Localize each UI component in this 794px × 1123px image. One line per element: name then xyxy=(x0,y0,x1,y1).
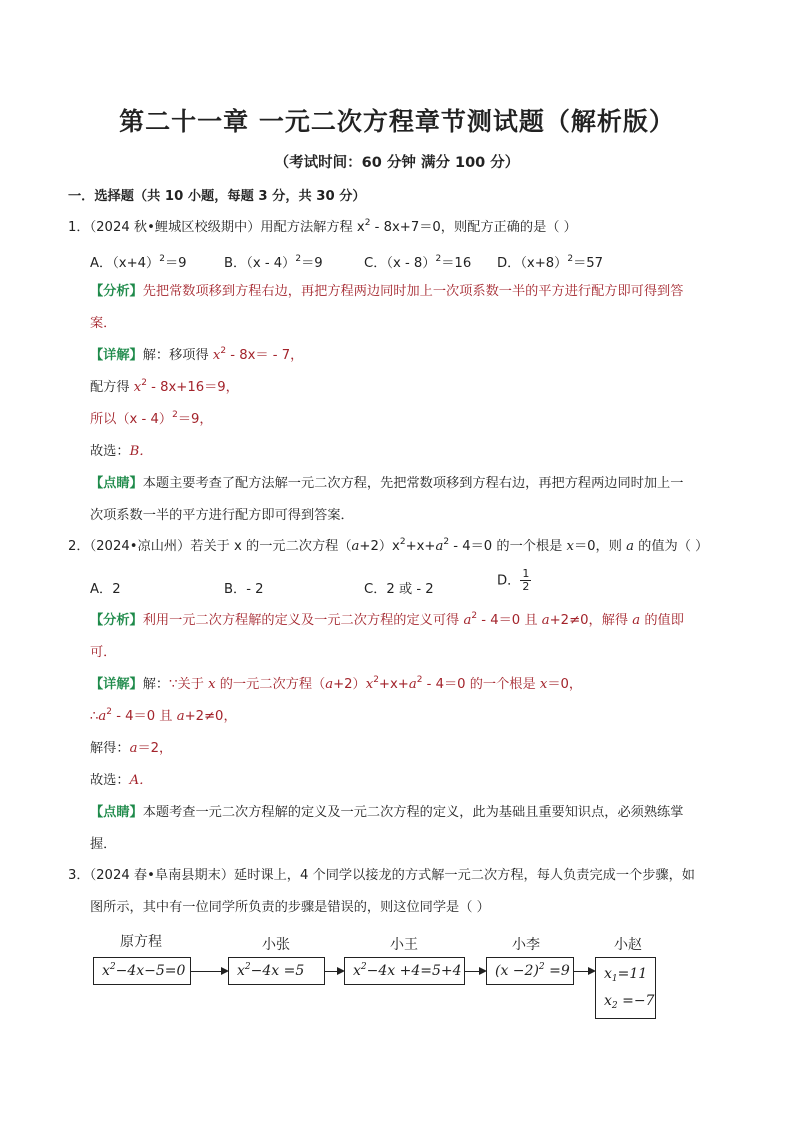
q2-comment-cont: 握． xyxy=(90,837,117,852)
q2-detail-2: $\therefore a^2 - 4=0$ 且 a+2≠0， xyxy=(90,707,237,724)
label-original-equation: 原方程 xyxy=(120,934,162,950)
detail-tag: 【详解】 xyxy=(90,348,143,363)
q1-stem: 1．（2024 秋•鲤城区校级期中）用配方法解方程 $x^2 - 8x+7=0$，则配方正确的是（ ） xyxy=(68,218,577,235)
q2-option-a: A．2 xyxy=(90,582,121,597)
root-2: $x_2 =-7$ xyxy=(604,993,655,1011)
arrow-right xyxy=(325,971,343,972)
analysis-tag: 【分析】 xyxy=(90,284,143,299)
q1-option-b: B．（x - 4）$^2$＝9 xyxy=(224,254,323,271)
q2-analysis: 【分析】利用一元二次方程解的定义及一元二次方程的定义可得 $a^2 - 4=0$ 且 a+2≠0，解得 a 的值即 xyxy=(90,611,684,628)
detail-tag: 【详解】 xyxy=(90,677,143,692)
label-student-zhao: 小赵 xyxy=(614,937,642,953)
q1-comment-cont: 次项系数一半的平方进行配方即可得到答案． xyxy=(90,508,354,523)
section-heading: 一．选择题（共 10 小题，每题 3 分，共 30 分） xyxy=(68,189,366,204)
arrow-right xyxy=(465,971,485,972)
label-student-zhang: 小张 xyxy=(262,937,290,953)
page-title: 第二十一章 一元二次方程章节测试题（解析版） xyxy=(119,107,675,136)
q2-detail-1: 【详解】解：∵关于 x 的一元二次方程$(a+2)x^2+x+a^2 - 4=0$ 的一个根是 x＝0， xyxy=(90,675,583,692)
arrow-right xyxy=(191,971,227,972)
q2-comment: 【点睛】本题考查一元二次方程解的定义及一元二次方程的定义，此为基础且重要知识点，必须熟练掌 xyxy=(90,805,684,820)
fraction: $\frac{1}{2}$ xyxy=(522,567,530,593)
step-box-original: $x^2-4x-5=0$ xyxy=(93,957,191,985)
q1-analysis-cont: 案． xyxy=(90,316,117,331)
comment-tag: 【点睛】 xyxy=(90,805,143,820)
q2-stem: 2．（2024•凉山州）若关于 x 的一元二次方程$(a+2)x^2+x+a^2 - 4=0$ 的一个根是 x＝0，则 a 的值为（ ） xyxy=(68,537,709,554)
q1-comment: 【点睛】本题主要考查了配方法解一元二次方程，先把常数项移到方程右边，再把方程两边同时加上一 xyxy=(90,476,684,491)
step-box-li: $(x -2)^2 =9$ xyxy=(486,957,574,985)
q1-detail-2: 配方得 $x^2 - 8x+16=9$， xyxy=(90,378,239,395)
q1-option-a: A．$(x+4)^2=9$ xyxy=(90,254,187,271)
arrow-right xyxy=(574,971,594,972)
step-box-zhao xyxy=(595,957,656,1019)
q2-detail-4: 故选：A． xyxy=(90,773,153,788)
q3-stem: 3．（2024 春•阜南县期末）延时课上，4 个同学以接龙的方式解一元二次方程，每人负责完成一个步骤，如 xyxy=(68,868,695,883)
root-1: $x_1=11$ xyxy=(604,966,648,984)
q3-stem-cont: 图所示，其中有一位同学所负责的步骤是错误的，则这位同学是（ ） xyxy=(90,900,490,915)
exam-info: （考试时间：60 分钟 满分 100 分） xyxy=(274,155,520,171)
analysis-tag: 【分析】 xyxy=(90,613,143,628)
step-box-wang: $x^2-4x +4=5+4$ xyxy=(344,957,465,985)
step-box-zhang: $x^2-4x =5$ xyxy=(228,957,325,985)
q2-analysis-cont: 可． xyxy=(90,645,117,660)
q2-option-c: C．2 或 - 2 xyxy=(364,582,434,597)
q1-option-c: C．（x - 8）$^2$＝16 xyxy=(364,254,472,271)
q1-analysis: 【分析】先把常数项移到方程右边，再把方程两边同时加上一次项系数一半的平方进行配方即可得到答 xyxy=(90,284,684,299)
q2-detail-3: 解得：a＝2， xyxy=(90,741,173,756)
q1-detail-1: 【详解】解：移项得 $x^2 - 8x= - 7$， xyxy=(90,346,304,363)
q2-option-d: D． $\frac{1}{2}$ xyxy=(497,567,530,593)
label-student-li: 小李 xyxy=(512,937,540,953)
q1-option-d: D．$(x+8)^2=57$ xyxy=(497,254,604,271)
q1-detail-3: 所以（x - 4）$^2$＝9， xyxy=(90,410,213,427)
label-student-wang: 小王 xyxy=(390,937,418,953)
comment-tag: 【点睛】 xyxy=(90,476,143,491)
q2-option-b: B．- 2 xyxy=(224,582,264,597)
q1-detail-4: 故选：B． xyxy=(90,444,153,459)
